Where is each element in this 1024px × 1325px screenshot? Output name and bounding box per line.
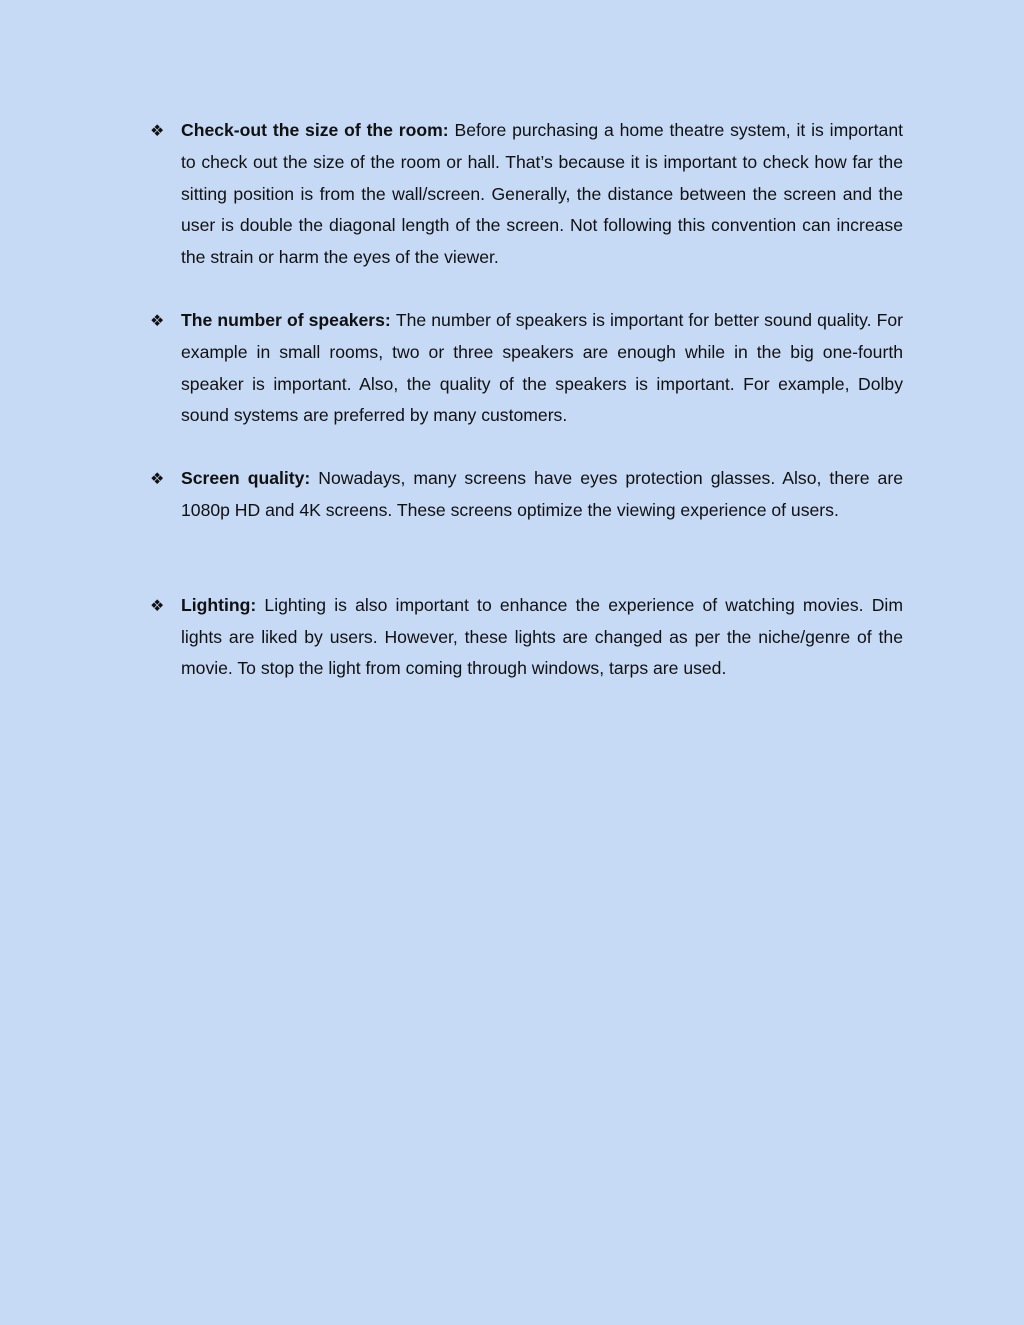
item-term: The number of speakers: xyxy=(181,309,396,330)
diamond-bullet-icon: ❖ xyxy=(150,121,165,140)
diamond-bullet-icon: ❖ xyxy=(150,310,165,330)
item-text: Nowadays, many screens have eyes protection glasses. Also, there are 1080p HD and 4K screens. These screens optimize the viewing experience of users. xyxy=(181,468,903,520)
bullet-list xyxy=(150,115,903,716)
item-text: Before purchasing a home theatre system, it is important to check out the size of the room or hall. That’s because it is important to check how far the sitting position is from the wall/screen. Generally, the distance between the screen and the user is double the diagonal length of the screen. Not following this convention can increase the strain or harm the eyes of the viewer. xyxy=(181,120,903,268)
item-term: Check-out the size of the room: xyxy=(181,120,455,140)
list-item-room-size xyxy=(150,115,903,274)
item-term: Screen quality: xyxy=(181,468,319,489)
item-text: The number of speakers is important for better sound quality. For example in small rooms, two or three speakers are enough while in the big one-fourth speaker is important. Also, the quality of the speakers is important. For example, Dolby sound systems are preferred by many customers. xyxy=(181,309,903,426)
list-item-lighting xyxy=(150,590,903,685)
item-term: Lighting: xyxy=(181,594,265,615)
list-item-screen-quality xyxy=(150,463,903,527)
diamond-bullet-icon: ❖ xyxy=(150,469,165,489)
item-text: Lighting is also important to enhance the experience of watching movies. Dim lights are liked by users. However, these lights are changed as per the niche/genre of the movie. To stop the light from coming through windows, tarps are used. xyxy=(181,594,903,679)
diamond-bullet-icon: ❖ xyxy=(150,595,165,615)
list-item-speakers xyxy=(150,305,903,432)
